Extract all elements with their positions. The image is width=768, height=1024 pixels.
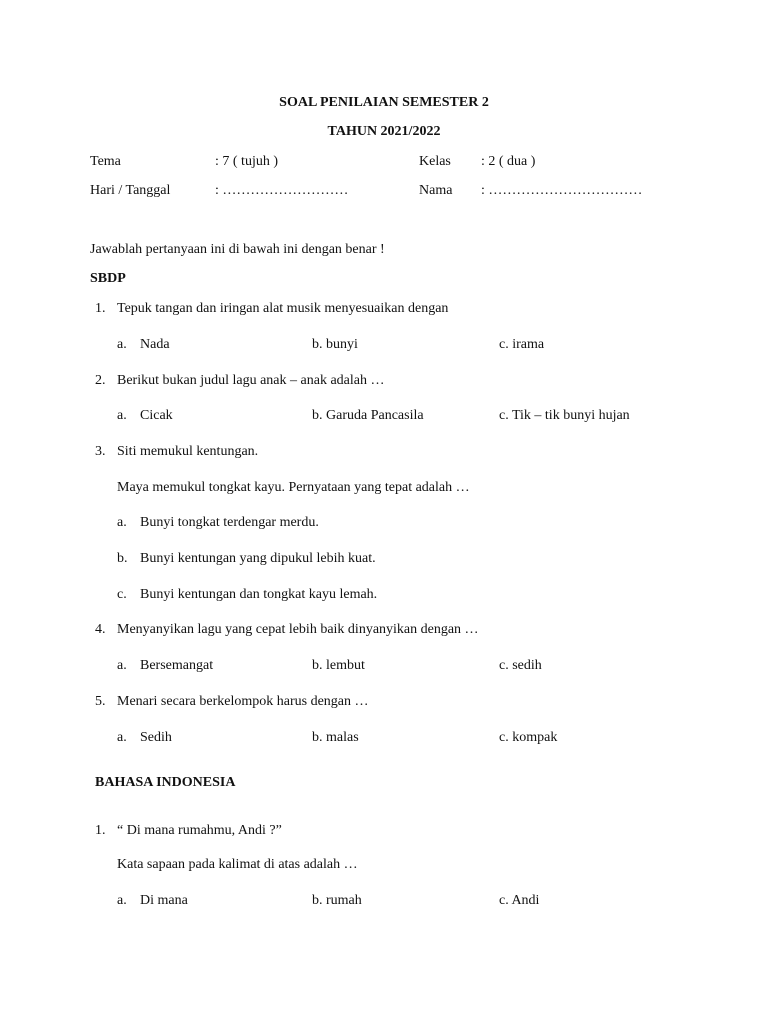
option-a: Sedih (140, 730, 172, 745)
option-c: c. Tik – tik bunyi hujan (499, 408, 630, 423)
option-b: b. malas (312, 730, 359, 745)
option-a: Bunyi tongkat terdengar merdu. (140, 515, 319, 530)
option-a: Nada (140, 337, 170, 352)
question-number: 5. (95, 694, 106, 709)
section-title-sbdp: SBDP (90, 271, 126, 286)
question-text: Tepuk tangan dan iringan alat musik menyesuaikan dengan (117, 301, 449, 316)
option-a: Cicak (140, 408, 173, 423)
option-b: b. lembut (312, 658, 365, 673)
option-a: Bersemangat (140, 658, 214, 673)
instruction-text: Jawablah pertanyaan ini di bawah ini dengan benar ! (90, 242, 385, 257)
option-letter: b. (117, 551, 128, 566)
question-text: Menyanyikan lagu yang cepat lebih baik dinyanyikan dengan … (117, 622, 479, 637)
question-number: 1. (95, 823, 106, 838)
option-b: b. bunyi (312, 337, 358, 352)
option-c: c. irama (499, 337, 545, 352)
exam-year: TAHUN 2021/2022 (327, 124, 441, 139)
question-number: 1. (95, 301, 106, 316)
section-title-bahasa-indonesia: BAHASA INDONESIA (95, 775, 236, 790)
option-letter: a. (117, 893, 127, 908)
question-text-continued: Maya memukul tongkat kayu. Pernyataan yang tepat adalah … (117, 480, 470, 495)
question-text: Berikut bukan judul lagu anak – anak adalah … (117, 373, 385, 388)
question-number: 3. (95, 444, 106, 459)
question-number: 4. (95, 622, 106, 637)
option-a: Di mana (140, 893, 188, 908)
exam-title: SOAL PENILAIAN SEMESTER 2 (279, 95, 489, 110)
tema-label: Tema (90, 154, 121, 169)
kelas-value: : 2 ( dua ) (481, 154, 536, 169)
option-c: Bunyi kentungan dan tongkat kayu lemah. (140, 587, 378, 602)
option-b: b. rumah (312, 893, 362, 908)
option-c: c. sedih (499, 658, 542, 673)
option-letter: c. (117, 587, 127, 602)
option-b: b. Garuda Pancasila (312, 408, 424, 423)
nama-label: Nama (419, 183, 453, 198)
option-c: c. Andi (499, 893, 540, 908)
option-letter: a. (117, 337, 127, 352)
option-letter: a. (117, 730, 127, 745)
hari-tanggal-value: : ……………………… (215, 183, 349, 198)
option-b: Bunyi kentungan yang dipukul lebih kuat. (140, 551, 376, 566)
question-text: Siti memukul kentungan. (117, 444, 259, 459)
option-letter: a. (117, 408, 127, 423)
option-letter: a. (117, 515, 127, 530)
option-letter: a. (117, 658, 127, 673)
question-text: Menari secara berkelompok harus dengan … (117, 694, 369, 709)
kelas-label: Kelas (419, 154, 451, 169)
option-c: c. kompak (499, 730, 558, 745)
question-number: 2. (95, 373, 106, 388)
question-text-continued: Kata sapaan pada kalimat di atas adalah … (117, 857, 358, 872)
tema-value: : 7 ( tujuh ) (215, 154, 278, 169)
question-text: “ Di mana rumahmu, Andi ?” (117, 823, 282, 838)
nama-value: : …………………………… (481, 183, 643, 198)
hari-tanggal-label: Hari / Tanggal (90, 183, 171, 198)
